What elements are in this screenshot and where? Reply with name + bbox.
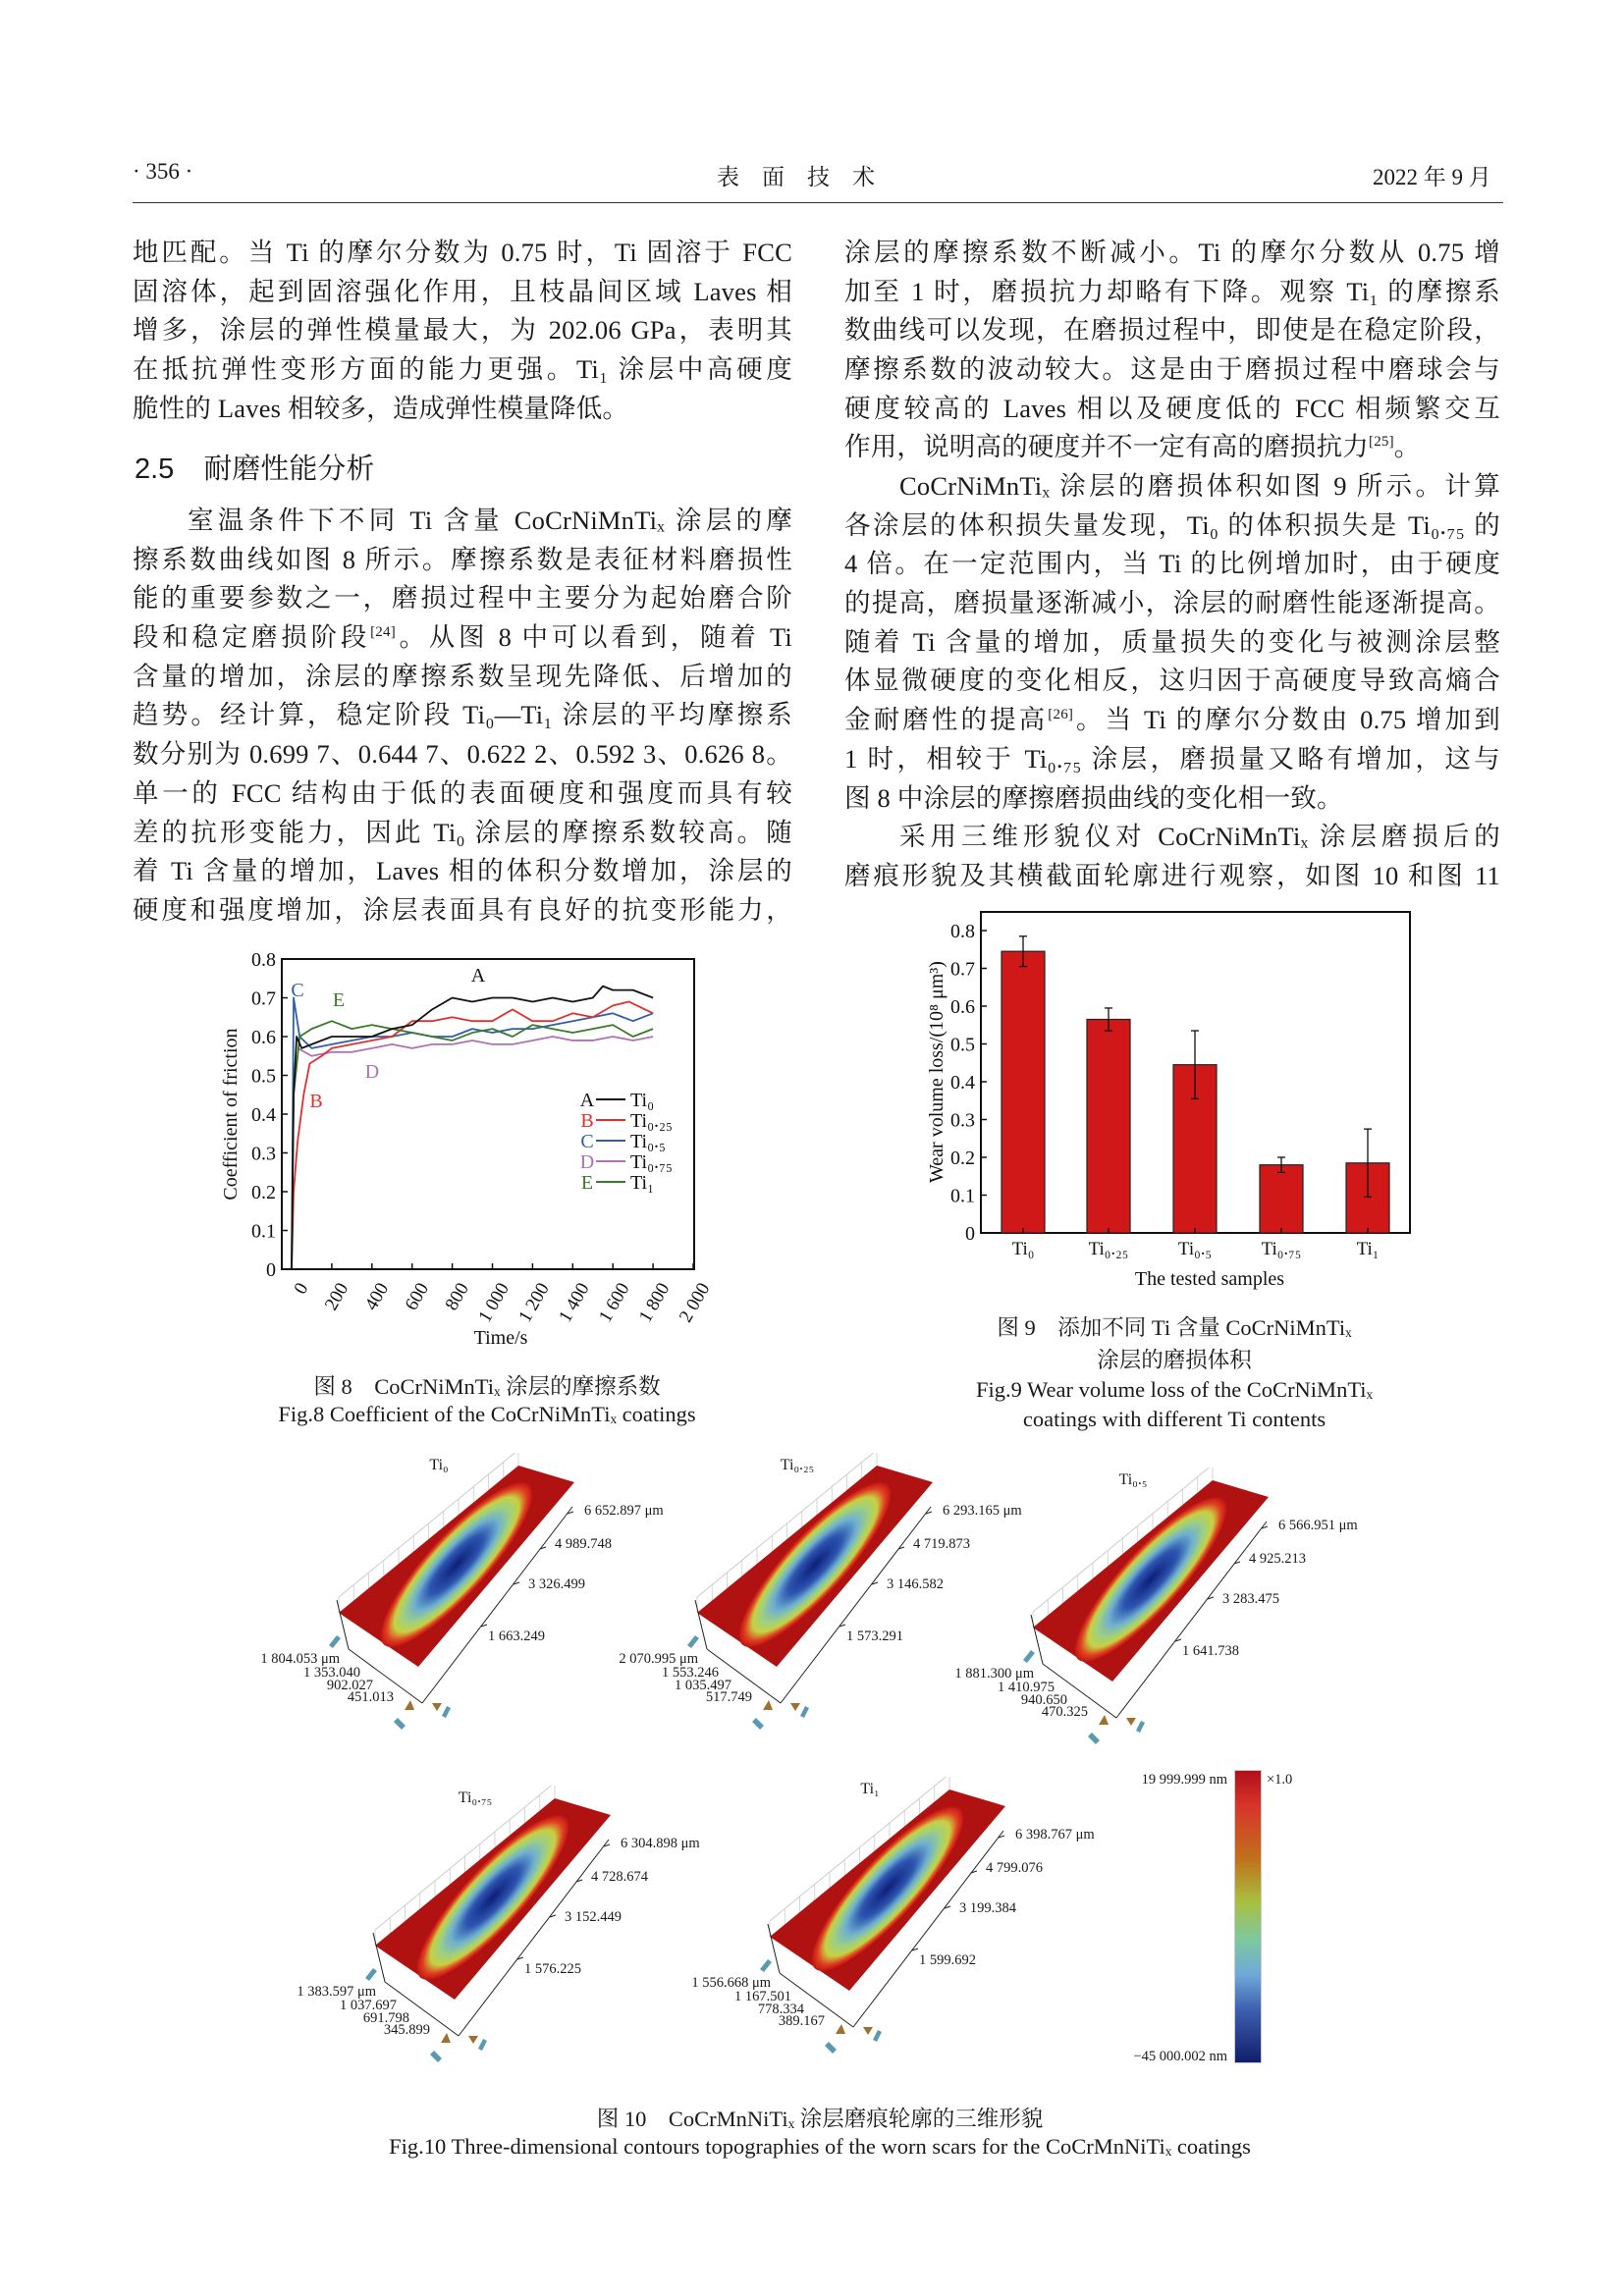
view-axis-icon <box>1099 1715 1109 1725</box>
short-axis-label: 451.013 <box>347 1689 394 1705</box>
y-tick-label: 0.3 <box>251 1143 276 1165</box>
fig10-caption-cn: 图 10 CoCrMnNiTiₓ 涂层磨痕轮廓的三维形貌 <box>596 2107 1044 2131</box>
x-tick-label: 1 800 <box>634 1279 675 1326</box>
legend-letter: B <box>580 1110 594 1132</box>
text-line: 擦系数曲线如图 8 所示。摩擦系数是表征材料磨损性 <box>133 544 792 574</box>
text-line: 脆性的 Laves 相较多，造成弹性模量降低。 <box>133 393 629 423</box>
bar-3 <box>1260 1165 1303 1233</box>
view-axis-icon <box>441 2033 451 2043</box>
view-rotate-icon <box>478 2039 487 2051</box>
y-tick-label: 0.8 <box>251 949 276 971</box>
x-tick-label: 1 000 <box>474 1279 514 1326</box>
view-rotate-icon <box>1088 1733 1100 1744</box>
x-tick-label: 1 600 <box>595 1279 634 1326</box>
y-tick-label: 0.2 <box>251 1182 276 1203</box>
surface-plot <box>236 1453 648 1747</box>
surface-panel <box>930 1468 1358 1762</box>
text-line: 室温条件下不同 Ti 含量 CoCrNiMnTiₓ 涂层的摩 <box>188 506 792 535</box>
text-line: 采用三维形貌仪对 CoCrNiMnTiₓ 涂层磨损后的 <box>899 822 1500 851</box>
page-number: · 356 · <box>133 159 193 184</box>
view-axis-icon <box>763 1700 773 1710</box>
x-tick-label: 600 <box>401 1279 434 1314</box>
long-axis-label: 3 283.475 <box>1222 1591 1279 1607</box>
fig10-caption-en: Fig.10 Three-dimensional contours topographies of the worn scars for the CoCrMnNiTiₓ coatings <box>389 2134 1251 2159</box>
text-line: 趋势。经计算，稳定阶段 Ti₀—Ti₁ 涂层的平均摩擦系 <box>133 700 792 730</box>
long-axis-label: 6 652.897 μm <box>584 1503 664 1519</box>
category-label: Ti₀.₇₅ <box>1261 1239 1302 1259</box>
long-axis-label: 4 719.873 <box>913 1536 970 1552</box>
long-axis-label: 6 566.951 μm <box>1278 1518 1358 1533</box>
y-tick-label: 0 <box>266 1259 276 1281</box>
text-line: 涂层的摩擦系数不断减小。Ti 的摩尔分数从 0.75 增 <box>844 238 1500 267</box>
text-line: CoCrNiMnTiₓ 涂层的磨损体积如图 9 所示。计算 <box>899 471 1500 501</box>
bar-0 <box>1001 951 1045 1233</box>
text-line: 差的抗形变能力，因此 Ti₀ 涂层的摩擦系数较高。随 <box>133 817 792 847</box>
long-axis-label: 4 925.213 <box>1249 1551 1306 1567</box>
y-axis-label: Coefficient of friction <box>220 1028 242 1201</box>
section-number: 2.5 <box>135 454 175 485</box>
view-axis-icon <box>432 1703 442 1711</box>
y-tick-label: 0.3 <box>950 1109 975 1132</box>
section-title: 耐磨性能分析 <box>203 454 375 485</box>
long-axis-label: 1 573.291 <box>846 1629 903 1644</box>
view-axis-icon <box>405 1700 414 1710</box>
fig9-caption-en-1: Fig.9 Wear volume loss of the CoCrNiMnTiₓ <box>975 1377 1374 1402</box>
text-line: 图 8 中涂层的摩擦磨损曲线的变化相一致。 <box>844 782 1343 813</box>
fig8-caption-cn: 图 8 CoCrNiMnTiₓ 涂层的摩擦系数 <box>313 1374 661 1399</box>
x-tick-label: 400 <box>360 1279 394 1314</box>
journal-name: 表 面 技 术 <box>717 165 875 189</box>
text-line: 磨痕形貌及其横截面轮廓进行观察，如图 10 和图 11 <box>844 860 1500 890</box>
y-tick-label: 0.2 <box>950 1148 975 1169</box>
curve-annotation: E <box>332 989 346 1011</box>
series-line-D <box>298 1037 653 1056</box>
x-tick-label: 200 <box>320 1279 353 1314</box>
y-tick-label: 0.4 <box>950 1072 975 1094</box>
y-tick-label: 0.8 <box>950 921 975 942</box>
legend-label: Ti₀ <box>630 1090 655 1111</box>
x-tick-label: 1 400 <box>555 1279 594 1326</box>
text-line: 硬度和强度增加，涂层表面具有良好的抗变形能力， <box>133 894 792 925</box>
text-line: 各涂层的体积损失量发现，Ti₀ 的体积损失是 Ti₀.₇₅ 的 <box>844 509 1500 540</box>
x-tick-label: 800 <box>441 1279 474 1314</box>
text-line: 固溶体，起到固溶强化作用，且枝晶间区域 Laves 相 <box>133 276 792 306</box>
short-axis-label: 517.749 <box>705 1689 752 1705</box>
panel-title: Ti₀.₂₅ <box>780 1457 815 1473</box>
legend-label: Ti₀.₂₅ <box>630 1110 673 1132</box>
y-tick-label: 0.6 <box>251 1027 276 1048</box>
view-rotate-icon <box>430 2051 442 2062</box>
short-axis-label: 778.334 <box>757 2002 804 2017</box>
short-axis-label: 1 804.053 μm <box>260 1651 340 1667</box>
view-rotate-icon <box>394 1718 406 1730</box>
surface-plot <box>667 1777 1079 2071</box>
legend-letter: D <box>579 1151 595 1173</box>
short-axis-label: 1 037.697 <box>340 1998 397 2013</box>
long-axis-label: 6 304.898 μm <box>621 1836 700 1851</box>
surface-plot <box>272 1786 684 2080</box>
y-tick-label: 0.4 <box>251 1104 276 1126</box>
curve-annotation: C <box>291 980 304 1001</box>
text-line: 1 时，相较于 Ti₀.₇₅ 涂层，磨损量又略有增加，这与 <box>844 743 1500 774</box>
curve-annotation: B <box>309 1091 323 1112</box>
long-axis-label: 4 728.674 <box>591 1869 648 1885</box>
text-line: 能的重要参数之一，磨损过程中主要分为起始磨合阶 <box>133 583 792 614</box>
short-axis-label: 902.027 <box>326 1678 373 1693</box>
surface-panel <box>272 1786 700 2080</box>
surface-panel <box>667 1777 1095 2071</box>
y-tick-label: 0 <box>965 1223 975 1245</box>
short-axis-label: 1 410.975 <box>998 1680 1055 1695</box>
short-axis-label: 691.798 <box>362 2010 409 2026</box>
colorbar-min-label: −45 000.002 nm <box>1133 2049 1227 2064</box>
curve-annotation: D <box>364 1061 380 1083</box>
category-label: Ti₀.₂₅ <box>1088 1239 1129 1259</box>
text-line: 硬度较高的 Laves 相以及硬度低的 FCC 相频繁交互 <box>844 393 1500 423</box>
text-line: 增多，涂层的弹性模量最大，为 202.06 GPa，表明其 <box>133 315 792 346</box>
long-axis-label: 6 293.165 μm <box>943 1503 1022 1519</box>
short-axis-label: 1 035.497 <box>675 1678 731 1693</box>
long-axis-label: 4 799.076 <box>986 1860 1043 1876</box>
x-tick-label: 1 200 <box>514 1279 554 1326</box>
text-line: 随着 Ti 含量的增加，质量损失的变化与被测涂层整 <box>844 626 1500 657</box>
bar-1 <box>1087 1019 1130 1233</box>
text-line: 单一的 FCC 结构由于低的表面硬度和强度而具有较 <box>133 777 792 808</box>
view-rotate-icon <box>760 1959 772 1972</box>
y-tick-label: 0.5 <box>950 1034 975 1056</box>
long-axis-label: 6 398.767 μm <box>1015 1827 1095 1842</box>
short-axis-label: 1 383.597 μm <box>297 1984 376 2000</box>
text-line: 4 倍。在一定范围内，当 Ti 的比例增加时，由于硬度 <box>844 549 1500 579</box>
legend-label: Ti₀.₇₅ <box>630 1151 673 1173</box>
legend-letter: C <box>580 1131 594 1152</box>
view-rotate-icon <box>365 1968 377 1981</box>
panel-title: Ti₀.₇₅ <box>458 1789 493 1806</box>
text-line: 金耐磨性的提高[26]。当 Ti 的摩尔分数由 0.75 增加到 <box>844 705 1500 735</box>
view-rotate-icon <box>825 2042 837 2054</box>
view-axis-icon <box>790 1703 800 1711</box>
short-axis-label: 2 070.995 μm <box>619 1651 698 1667</box>
short-axis-label: 1 553.246 <box>662 1665 719 1681</box>
text-line: 着 Ti 含量的增加，Laves 相的体积分数增加，涂层的 <box>133 856 792 886</box>
legend-letter: E <box>580 1172 594 1194</box>
long-axis-label: 4 989.748 <box>555 1536 612 1552</box>
text-line: 地匹配。当 Ti 的摩尔分数为 0.75 时，Ti 固溶于 FCC <box>133 238 792 267</box>
text-line: 体显微硬度的变化相反，这归因于高硬度导致高熵合 <box>844 666 1500 696</box>
y-tick-label: 0.5 <box>251 1065 276 1088</box>
colorbar-scale-label: ×1.0 <box>1267 1772 1293 1788</box>
view-rotate-icon <box>329 1635 341 1648</box>
x-axis-label: The tested samples <box>1134 1268 1285 1290</box>
fig9-caption-cn-1: 图 9 添加不同 Ti 含量 CoCrNiMnTiₓ <box>997 1315 1352 1340</box>
text-line: 数曲线可以发现，在磨损过程中，即使是在稳定阶段， <box>844 315 1500 346</box>
fig8-caption-en: Fig.8 Coefficient of the CoCrNiMnTiₓ coatings <box>278 1402 696 1426</box>
text-line: 含量的增加，涂层的摩擦系数呈现先降低、后增加的 <box>133 661 792 691</box>
curve-annotation: A <box>470 965 486 987</box>
view-axis-icon <box>836 2024 845 2034</box>
fig9-caption-en-2: coatings with different Ti contents <box>1022 1407 1326 1431</box>
x-tick-label: 0 <box>290 1279 313 1299</box>
issue-date: 2022 年 9 月 <box>1373 165 1491 189</box>
long-axis-label: 3 146.582 <box>887 1576 944 1592</box>
colorbar-max-label: 19 999.999 nm <box>1141 1772 1227 1788</box>
view-rotate-icon <box>800 1706 809 1718</box>
view-rotate-icon <box>752 1718 764 1730</box>
short-axis-label: 940.650 <box>1020 1692 1067 1708</box>
long-axis-label: 1 599.692 <box>919 1952 976 1968</box>
short-axis-label: 345.899 <box>383 2022 430 2038</box>
short-axis-label: 1 167.501 <box>734 1989 791 2004</box>
x-axis-label: Time/s <box>473 1327 528 1349</box>
legend-label: Ti₀.₅ <box>630 1131 667 1152</box>
panel-title: Ti₀.₅ <box>1118 1471 1148 1488</box>
text-line: 摩擦系数的波动较大。这是由于磨损过程中磨球会与 <box>844 354 1500 385</box>
view-axis-icon <box>468 2036 478 2044</box>
text-line: 段和稳定磨损阶段[24]。从图 8 中可以看到，随着 Ti <box>133 622 792 653</box>
short-axis-label: 389.167 <box>778 2013 825 2029</box>
short-axis-label: 1 556.668 μm <box>691 1975 771 1991</box>
long-axis-label: 3 199.384 <box>959 1900 1016 1916</box>
category-label: Ti₁ <box>1356 1239 1380 1259</box>
y-tick-label: 0.1 <box>251 1220 276 1243</box>
category-label: Ti₀.₅ <box>1177 1239 1213 1259</box>
legend-letter: A <box>579 1090 595 1111</box>
view-rotate-icon <box>687 1635 699 1648</box>
panel-title: Ti₀ <box>429 1457 449 1473</box>
y-tick-label: 0.6 <box>950 996 975 1018</box>
colorbar <box>1234 1770 1262 2063</box>
long-axis-label: 1 576.225 <box>524 1961 581 1977</box>
long-axis-label: 3 152.449 <box>565 1909 622 1925</box>
short-axis-label: 1 353.040 <box>303 1665 360 1681</box>
panel-title: Ti₁ <box>860 1781 880 1797</box>
y-axis-label: Wear volume loss/(10⁸ μm³) <box>926 961 947 1183</box>
x-tick-label: 2 000 <box>675 1279 715 1326</box>
text-line: 数分别为 0.699 7、0.644 7、0.622 2、0.592 3、0.626 8。 <box>133 739 792 770</box>
short-axis-label: 1 881.300 μm <box>954 1666 1034 1682</box>
long-axis-label: 3 326.499 <box>528 1576 585 1592</box>
view-rotate-icon <box>873 2030 882 2042</box>
text-line: 在抵抗弹性变形方面的能力更强。Ti₁ 涂层中高硬度 <box>133 354 792 385</box>
text-line: 作用，说明高的硬度并不一定有高的磨损抗力[25]。 <box>844 432 1421 462</box>
y-tick-label: 0.7 <box>251 988 276 1010</box>
y-tick-label: 0.1 <box>950 1185 975 1207</box>
y-tick-label: 0.7 <box>950 958 975 981</box>
long-axis-label: 1 641.738 <box>1182 1643 1239 1659</box>
fig9-caption-cn-2: 涂层的磨损体积 <box>1097 1348 1252 1372</box>
legend-label: Ti₁ <box>630 1172 655 1194</box>
category-label: Ti₀ <box>1011 1239 1035 1259</box>
view-axis-icon <box>863 2027 873 2035</box>
surface-plot <box>930 1468 1342 1762</box>
short-axis-label: 470.325 <box>1041 1704 1088 1720</box>
view-rotate-icon <box>442 1706 451 1718</box>
text-line: 加至 1 时，磨损抗力却略有下降。观察 Ti₁ 的摩擦系 <box>844 276 1500 306</box>
series-line-E <box>292 1021 653 1269</box>
view-axis-icon <box>1126 1718 1136 1726</box>
text-line: 的提高，磨损量逐渐减小，涂层的耐磨性能逐渐提高。 <box>844 588 1500 618</box>
view-rotate-icon <box>1136 1721 1145 1733</box>
view-rotate-icon <box>1023 1650 1035 1663</box>
long-axis-label: 1 663.249 <box>488 1629 545 1644</box>
